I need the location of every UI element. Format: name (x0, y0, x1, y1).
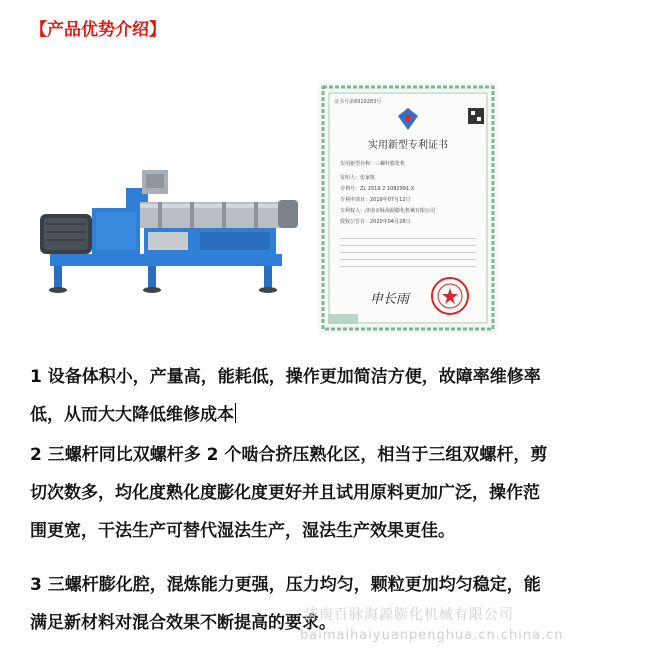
advantage-paragraph-2 (30, 436, 630, 550)
certificate-number: 证书号第8919283号 (334, 99, 382, 105)
certificate-heading: 实用新型专利证书 (368, 140, 448, 151)
certificate-body-line: 发明人：张家栋 (340, 175, 376, 181)
paragraph-line: 围更宽，干法生产可替代湿法生产，湿法生产效果更佳。 (30, 521, 455, 541)
certificate-holder-line: 专利权人：济南百脉海源膨化机械有限公司 (340, 208, 436, 214)
certificate-body-line: 专利号：ZL 2019 2 1082991.X (340, 186, 415, 192)
certificate-body-line: 授权公告日：2020年04月28日 (340, 219, 411, 225)
certificate-name-line: 实用新型名称：三螺杆膨化机 (340, 161, 406, 167)
paragraph-line: 3 三螺杆膨化腔，混炼能力更强，压力均匀，颗粒更加均匀稳定，能 (30, 575, 541, 595)
extruder-machine-image (40, 170, 302, 300)
paragraph-line: 切次数多，均化度熟化度膨化度更好并且试用原料更加广泛，操作范 (30, 483, 540, 503)
paragraph-line: 低，从而大大降低维修成本 (30, 405, 234, 425)
text-cursor (235, 403, 236, 423)
advantage-paragraph-1 (30, 358, 630, 434)
section-title: 【产品优势介绍】 (30, 20, 166, 40)
certificate-body-line: 专利申请日：2019年07月12日 (340, 197, 411, 203)
paragraph-line: 2 三螺杆同比双螺杆多 2 个啮合挤压熟化区，相当于三组双螺杆，剪 (30, 445, 548, 465)
paragraph-line-with-cursor (30, 396, 630, 434)
certificate-text-block (340, 234, 476, 270)
watermark-url: baimaihaiyuanpenghua.cn.china.cn (300, 628, 564, 643)
certificate-signature: 申长雨 (370, 292, 410, 307)
watermark-company: 济南百脉海源膨化机械有限公司 (304, 607, 514, 623)
patent-certificate (318, 82, 498, 334)
paragraph-line: 1 设备体积小，产量高，能耗低，操作更加简洁方便，故障率维修率 (30, 367, 541, 387)
paragraph-line: 满足新材料对混合效果不断提高的要求。 (30, 613, 336, 633)
